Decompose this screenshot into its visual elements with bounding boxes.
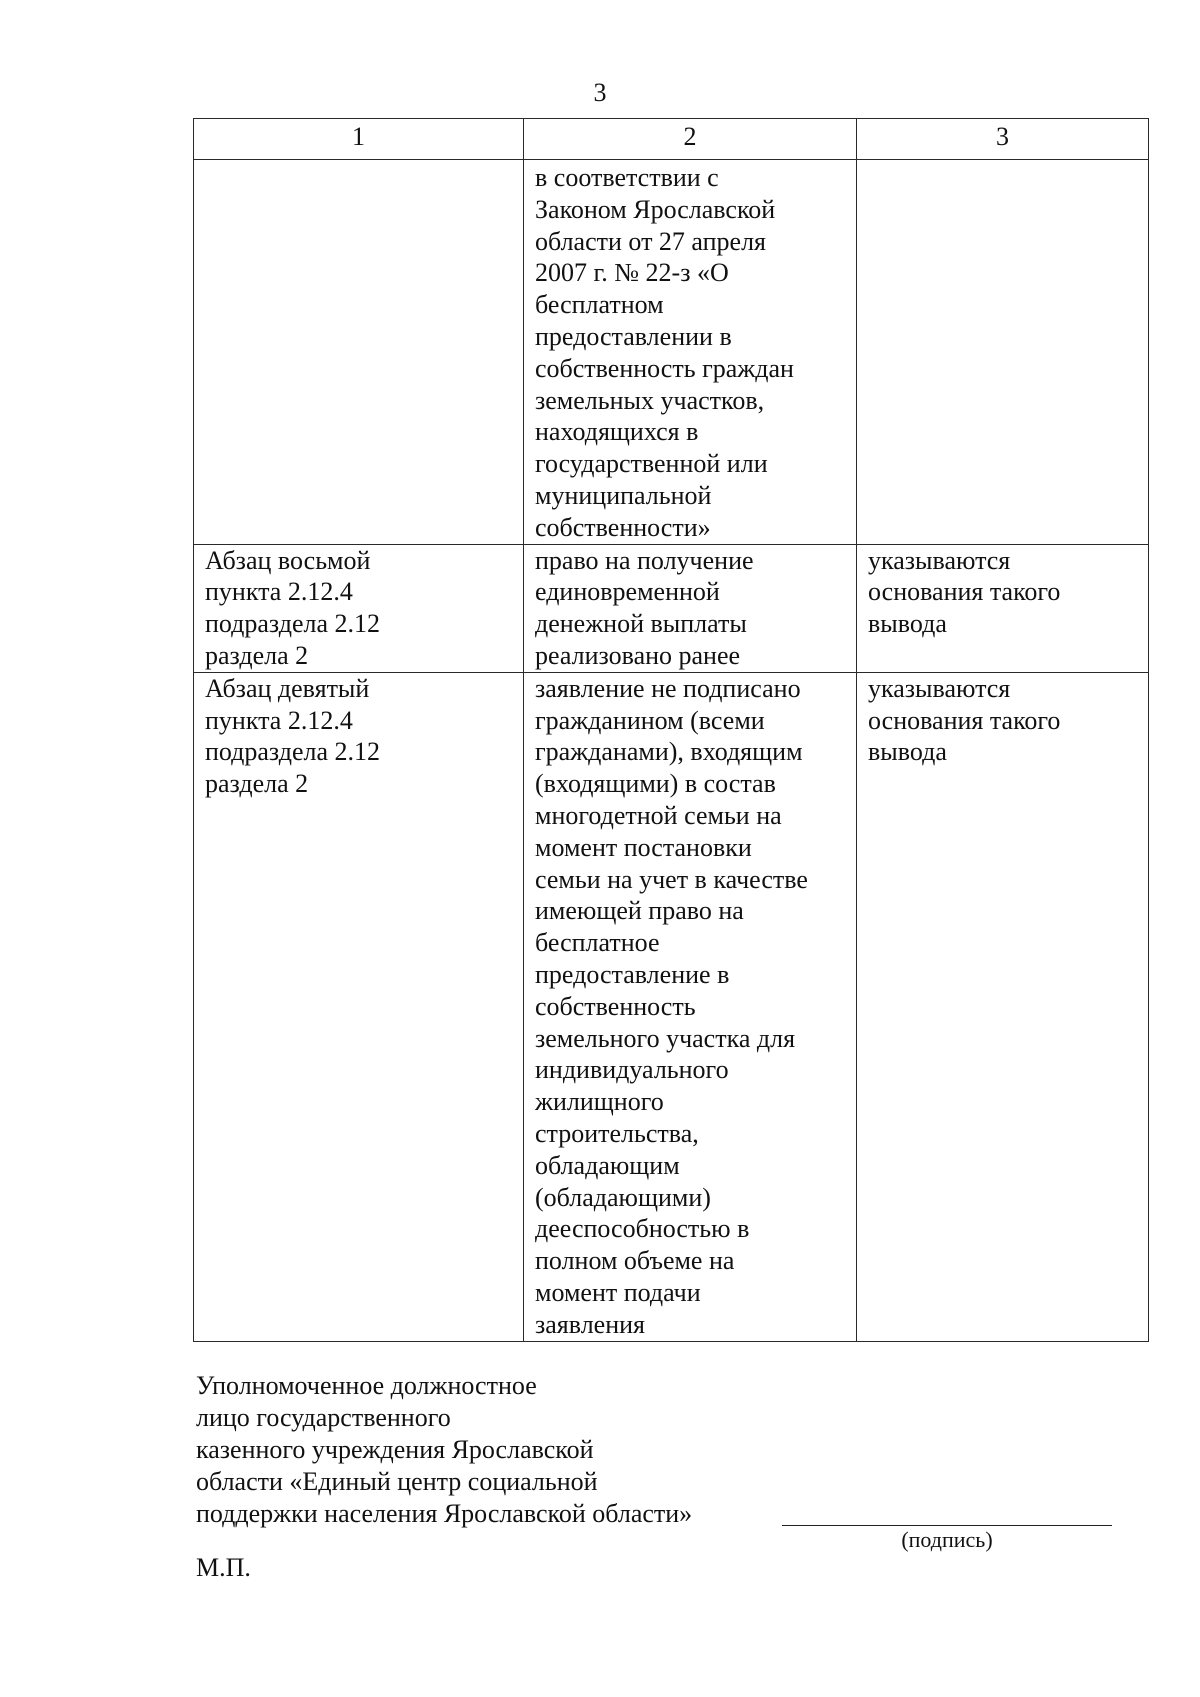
page-number: 3 — [593, 78, 607, 107]
cell-text-line: заявления — [535, 1309, 646, 1339]
cell-text-line: право на получение — [535, 545, 754, 575]
cell-text-line: пункта 2.12.4 — [205, 577, 353, 607]
cell-text-line: государственной или — [535, 449, 768, 479]
cell-text-line: имеющей право на — [535, 896, 744, 926]
cell-text-line: денежной выплаты — [535, 609, 747, 639]
cell-text-line: многодетной семьи на — [535, 800, 782, 830]
cell-text-line: Законом Ярославской — [535, 194, 776, 224]
cell-text-line: в соответствии с — [535, 163, 719, 192]
cell-text-line: индивидуального — [535, 1055, 729, 1085]
cell-text-line: предоставлении в — [535, 321, 732, 351]
signature-caption: (подпись) — [901, 1527, 993, 1552]
cell-text-line: дееспособностью в — [535, 1214, 750, 1244]
row3-col3-cell — [857, 672, 1149, 1341]
column-header-3: 3 — [857, 119, 1149, 160]
signature-line — [782, 1525, 1112, 1526]
cell-text-line: Абзац девятый — [205, 673, 370, 703]
row1-col1-cell — [194, 160, 524, 545]
row3-col2-cell — [524, 672, 857, 1341]
official-title-line: области «Единый центр социальной — [196, 1467, 598, 1496]
cell-text-line: пункта 2.12.4 — [205, 705, 353, 735]
column-header-1: 1 — [194, 119, 524, 160]
cell-text-line: 2007 г. № 22-з «О — [535, 258, 729, 288]
cell-text-line: момент подачи — [535, 1277, 701, 1307]
cell-text-line: основания такого — [868, 705, 1061, 735]
cell-text-line: вывода — [868, 737, 947, 767]
row2-col3-cell — [857, 544, 1149, 672]
document-table — [193, 118, 1149, 1342]
table-row — [194, 544, 1149, 672]
row2-col1-cell — [194, 544, 524, 672]
cell-text-line: вывода — [868, 609, 947, 639]
cell-text-line: бесплатном — [535, 290, 664, 320]
cell-text-line: гражданином (всеми — [535, 705, 765, 735]
row3-col1-cell — [194, 672, 524, 1341]
cell-text-line: подраздела 2.12 — [205, 737, 381, 767]
row2-col2-cell — [524, 544, 857, 672]
cell-text-line: основания такого — [868, 577, 1061, 607]
table-row — [194, 672, 1149, 1341]
official-title-block — [196, 1370, 692, 1530]
cell-text-line: реализовано ранее — [535, 640, 741, 670]
cell-text-line: гражданами), входящим — [535, 737, 803, 767]
cell-text-line: земельных участков, — [535, 385, 765, 415]
cell-text-line: обладающим — [535, 1150, 680, 1180]
cell-text-line: собственность граждан — [535, 353, 794, 383]
cell-text-line: предоставление в — [535, 959, 730, 989]
cell-text-line: указываются — [868, 545, 1011, 575]
cell-text-line: (входящими) в состав — [535, 769, 776, 799]
stamp-place-label: М.П. — [196, 1553, 251, 1582]
cell-text-line: раздела 2 — [205, 640, 309, 670]
row1-col2-cell — [524, 160, 857, 545]
official-title-line: поддержки населения Ярославской области» — [196, 1499, 693, 1528]
column-header-2: 2 — [524, 119, 857, 160]
cell-text-line: находящихся в — [535, 417, 699, 447]
cell-text-line: земельного участка для — [535, 1023, 796, 1053]
table-row — [194, 160, 1149, 545]
cell-text-line: собственности» — [535, 512, 711, 542]
cell-text-line: полном объеме на — [535, 1246, 735, 1276]
official-title-line: казенного учреждения Ярославской — [196, 1435, 594, 1464]
cell-text-line: собственность — [535, 991, 696, 1021]
cell-text-line: подраздела 2.12 — [205, 609, 381, 639]
cell-text-line: момент постановки — [535, 832, 752, 862]
cell-text-line: жилищного — [535, 1087, 664, 1117]
cell-text-line: бесплатное — [535, 928, 660, 958]
official-title-line: Уполномоченное должностное — [196, 1371, 537, 1400]
cell-text-line: раздела 2 — [205, 769, 309, 799]
row1-col3-cell — [857, 160, 1149, 545]
official-title-line: лицо государственного — [196, 1403, 451, 1432]
cell-text-line: муниципальной — [535, 480, 712, 510]
cell-text-line: семьи на учет в качестве — [535, 864, 808, 894]
cell-text-line: заявление не подписано — [535, 673, 801, 703]
cell-text-line: указываются — [868, 673, 1011, 703]
cell-text-line: Абзац восьмой — [205, 545, 371, 575]
cell-text-line: строительства, — [535, 1118, 699, 1148]
cell-text-line: (обладающими) — [535, 1182, 711, 1212]
cell-text-line: единовременной — [535, 577, 720, 607]
cell-text-line: области от 27 апреля — [535, 226, 767, 256]
table-header-row — [194, 119, 1149, 160]
